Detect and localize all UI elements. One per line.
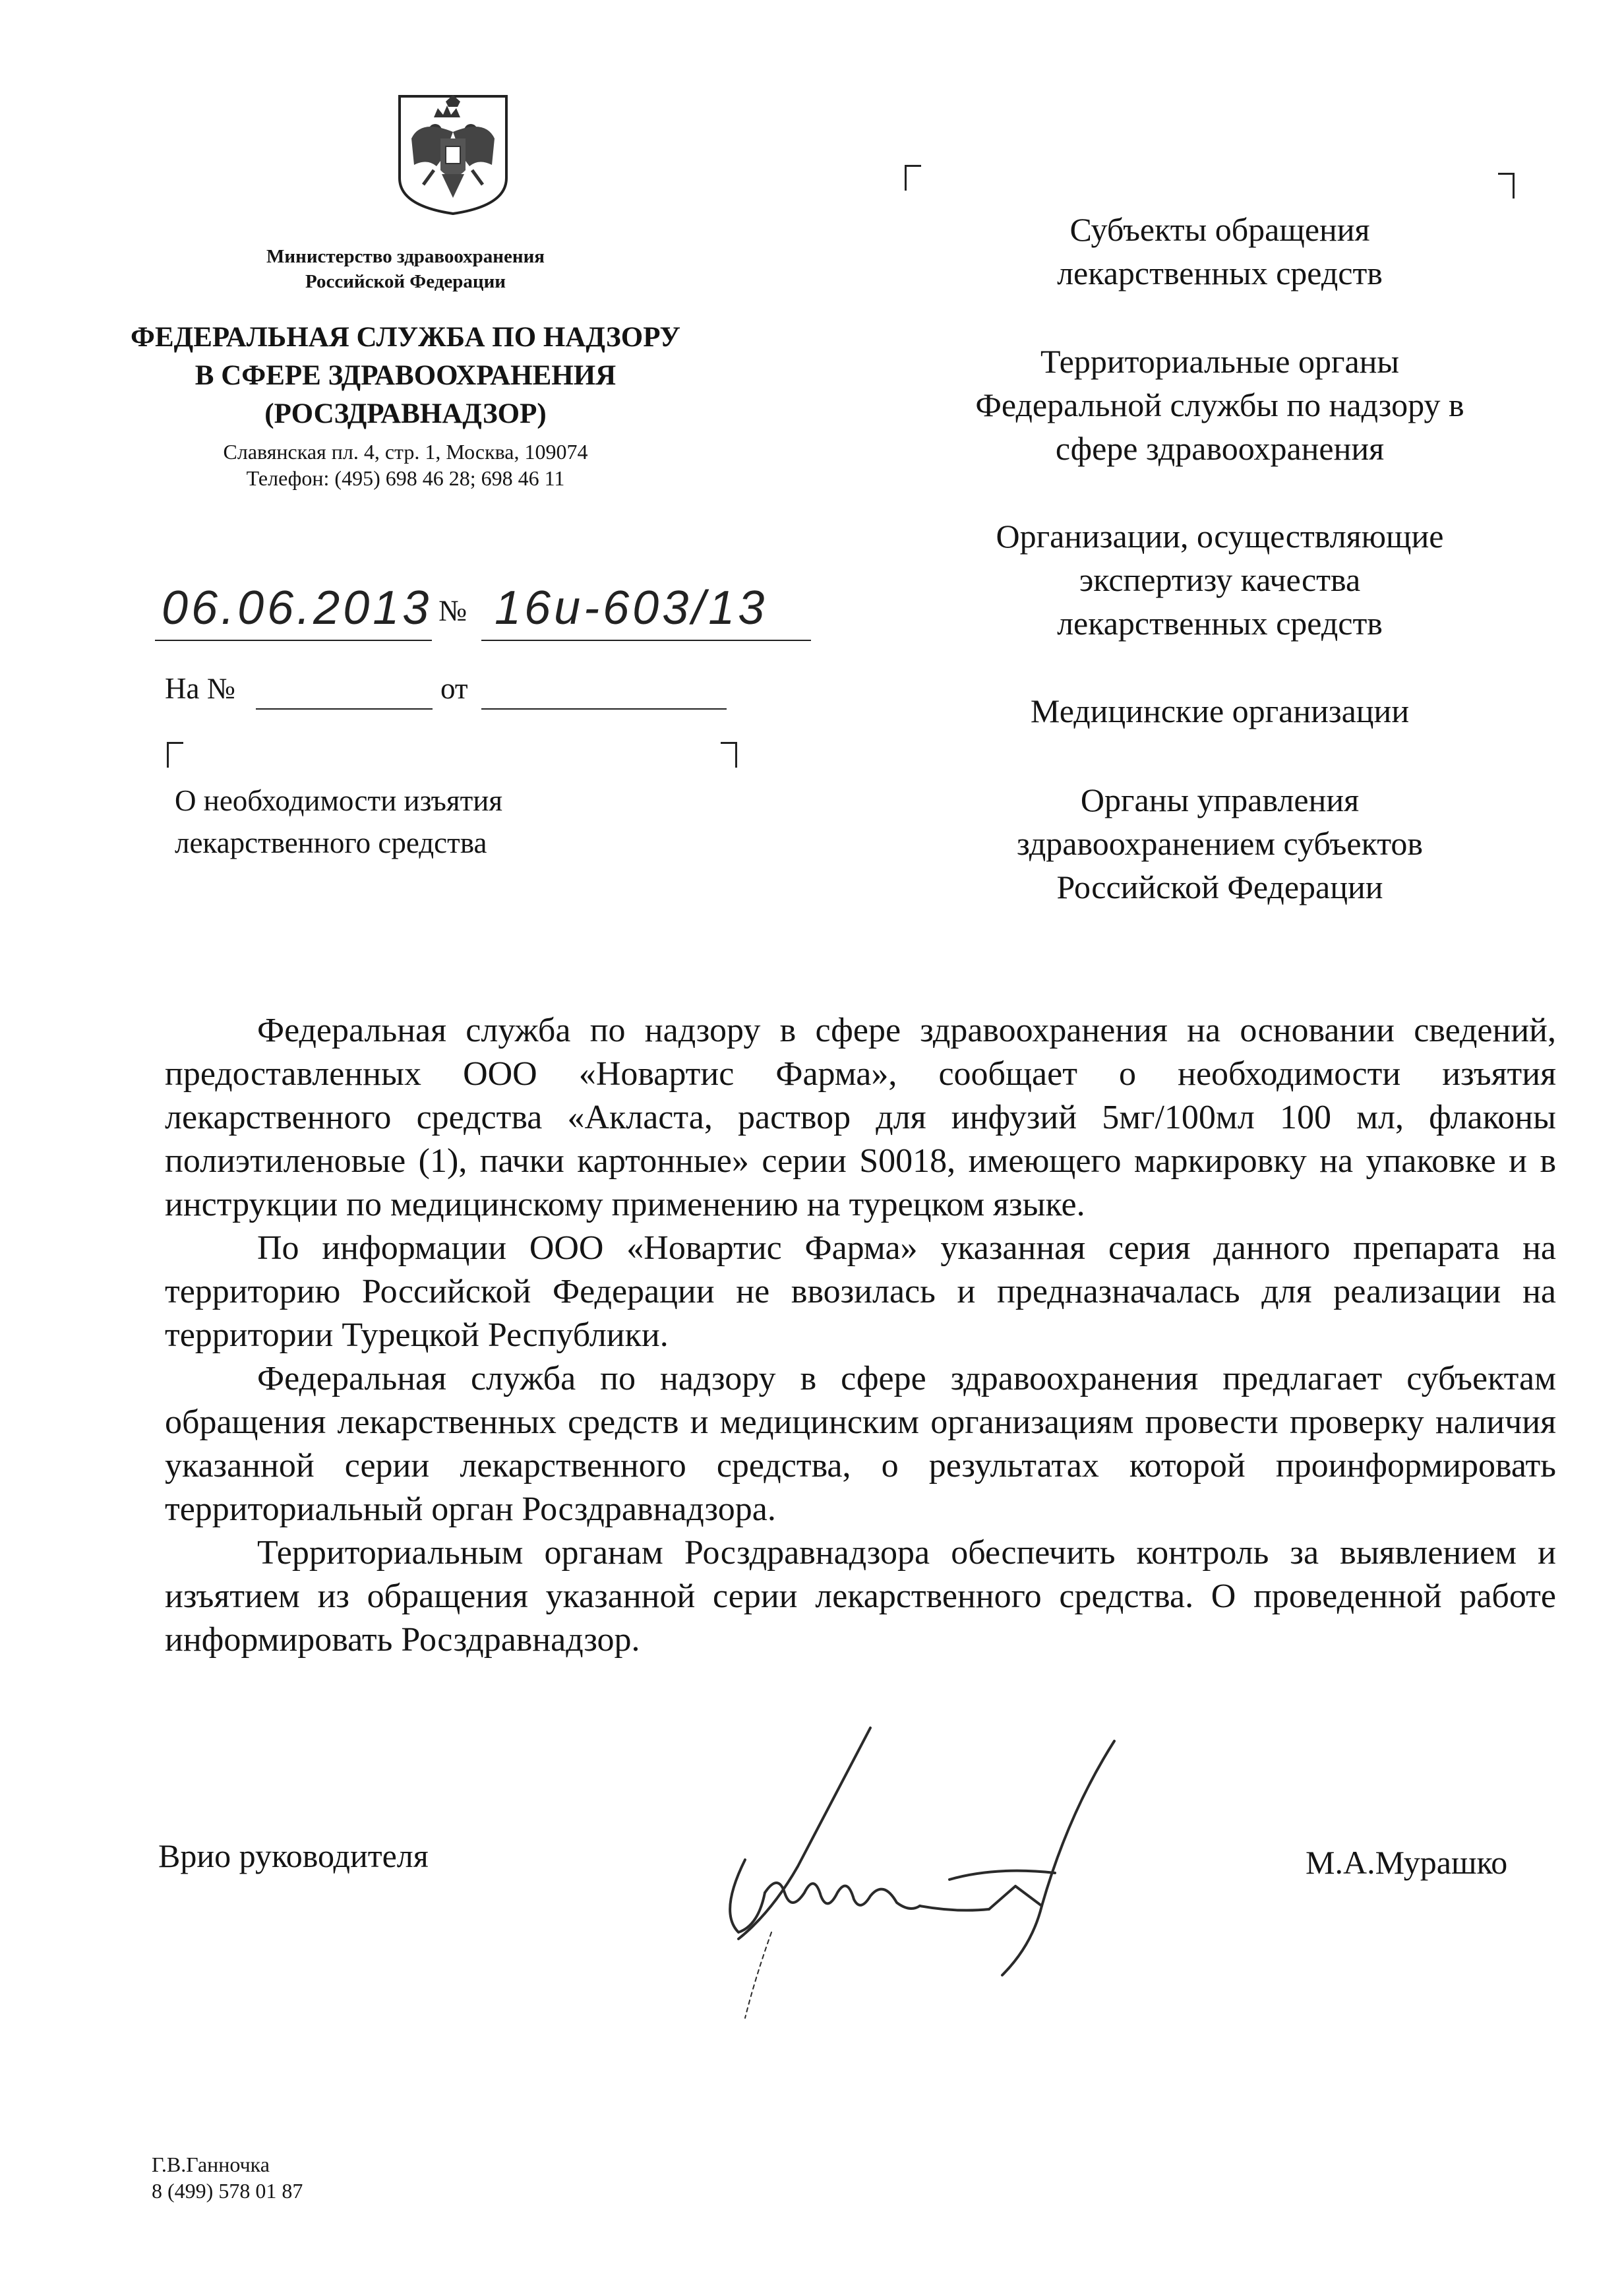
letter-date: 06.06.2013 xyxy=(155,577,432,641)
body-paragraph: Федеральная служба по надзору в сфере здравоохранения предлагает субъектам обращения лекарственных средств и медицинским организациям провести проверку наличия указанной серии лекарственного средства, о результатах которой проинформировать территориальный орган Росздравнадзора. xyxy=(165,1360,1556,1528)
ministry-name xyxy=(218,244,593,294)
addressee-group xyxy=(910,340,1530,470)
addressee-line: Органы управления xyxy=(1080,781,1360,818)
letter-number: 16и-603/13 xyxy=(481,577,811,641)
addressee-line: экспертизу качества xyxy=(1079,561,1361,598)
addressee-group xyxy=(910,514,1530,645)
service-name xyxy=(99,319,712,433)
addressee-line: Российской Федерации xyxy=(1056,869,1383,905)
body-paragraph: По информации ООО «Новартис Фарма» указанная серия данного препарата на территорию Российской Федерации не ввозилась и предназначалась для реализации на территории Турецкой Республики. xyxy=(165,1229,1556,1354)
service-line: ФЕДЕРАЛЬНАЯ СЛУЖБА ПО НАДЗОРУ xyxy=(131,322,680,353)
ministry-line: Министерство здравоохранения xyxy=(266,246,545,267)
executor-info xyxy=(152,2151,303,2204)
corner-bracket-right xyxy=(721,742,737,768)
letter-subject xyxy=(175,780,636,864)
addressee-line: Субъекты обращения xyxy=(1069,211,1370,248)
signatory-name: М.А.Мурашко xyxy=(1306,1844,1508,1881)
letter-body xyxy=(165,1009,1556,1662)
reply-number-line xyxy=(256,708,433,710)
addressee-group xyxy=(910,208,1530,295)
reply-to-label: На № xyxy=(165,672,235,705)
reply-date-line xyxy=(481,708,727,710)
corner-bracket-left xyxy=(167,742,183,768)
corner-bracket-right xyxy=(1498,173,1515,199)
addressee-line: Федеральной службы по надзору в xyxy=(975,386,1464,423)
corner-bracket-left xyxy=(905,165,921,191)
handwritten-signature xyxy=(699,1715,1147,2031)
organization-address: Славянская пл. 4, стр. 1, Москва, 109074 xyxy=(223,440,588,464)
addressee-line: лекарственных средств xyxy=(1057,255,1383,291)
executor-name: Г.В.Ганночка xyxy=(152,2153,270,2176)
addressee-line: Организации, осуществляющие xyxy=(996,518,1444,555)
subject-line: лекарственного средства xyxy=(175,826,487,859)
addressee-line: сфере здравоохранения xyxy=(1055,430,1385,467)
reply-from-label: от xyxy=(440,672,468,705)
coat-of-arms-icon xyxy=(394,92,512,216)
signatory-position: Врио руководителя xyxy=(158,1837,429,1874)
number-sign: № xyxy=(438,594,467,627)
date-field xyxy=(155,577,432,641)
addressee-line: здравоохранением субъектов xyxy=(1016,825,1424,862)
body-paragraph: Федеральная служба по надзору в сфере здравоохранения на основании сведений, предоставленных ООО «Новартис Фарма», сообщает о необходимости изъятия лекарственного средства «Акласта, раствор для инфузий 5мг/100мл 100 мл, флаконы полиэтиленовые (1), пачки картонные» серии S0018, имеющего маркировку на упаковке и в инструкции по медицинскому применению на турецком языке. xyxy=(165,1012,1556,1223)
addressee-group xyxy=(910,778,1530,909)
number-field xyxy=(481,577,811,641)
organization-phone: Телефон: (495) 698 46 28; 698 46 11 xyxy=(246,466,565,490)
addressee-line: Медицинские организации xyxy=(1030,692,1410,729)
service-line: (РОСЗДРАВНАДЗОР) xyxy=(264,398,547,429)
addressee-group xyxy=(910,689,1530,733)
ministry-line: Российской Федерации xyxy=(305,271,506,292)
subject-line: О необходимости изъятия xyxy=(175,784,503,817)
body-paragraph: Территориальным органам Росздравнадзора обеспечить контроль за выявлением и изъятием из обращения указанной серии лекарственного средства. О проведенной работе информировать Росздравнадзор. xyxy=(165,1534,1556,1659)
executor-phone: 8 (499) 578 01 87 xyxy=(152,2179,303,2203)
organization-contacts xyxy=(165,439,646,491)
service-line: В СФЕРЕ ЗДРАВООХРАНЕНИЯ xyxy=(195,360,617,391)
addressee-line: лекарственных средств xyxy=(1057,605,1383,642)
addressee-line: Территориальные органы xyxy=(1040,343,1400,380)
